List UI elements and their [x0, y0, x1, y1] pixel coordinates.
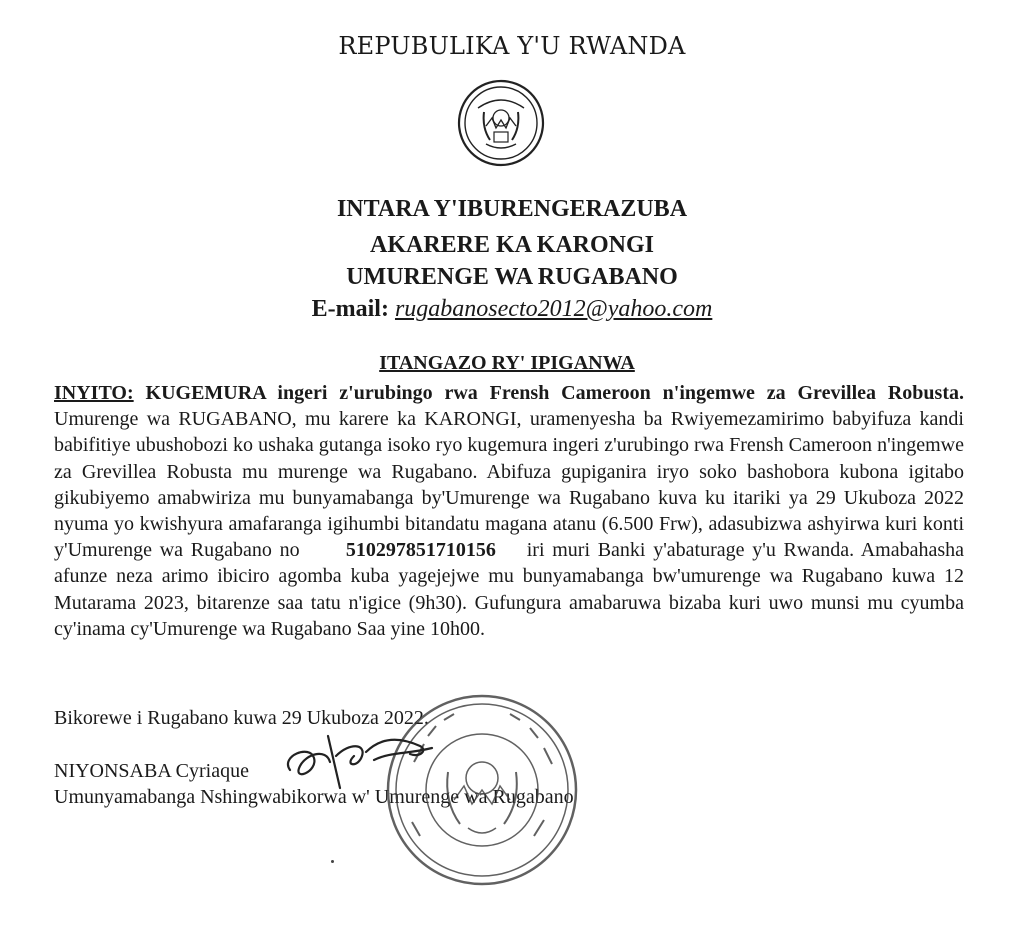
done-at-line: Bikorewe i Rugabano kuwa 29 Ukuboza 2022. [54, 707, 429, 729]
notice-body [54, 380, 964, 642]
email-address[interactable]: rugabanosecto2012@yahoo.com [394, 296, 713, 322]
subject-label: INYITO: [54, 382, 134, 404]
subject-text: KUGEMURA ingeri z'urubingo rwa Frensh Cameroon n'ingemwe za Grevillea Robusta. [145, 382, 965, 404]
province-heading: INTARA Y'IBURENGERAZUBA [336, 196, 688, 222]
signatory-name: NIYONSABA Cyriaque [54, 760, 249, 782]
body-text-part2: iri muri Banki y'abaturage y'u Rwanda. Amabahasha afunze neza arimo ibiciro agomba kuba yagejejwe mu bunyamabanga bw'umurenge wa Rugabano kuwa 12 Mutarama 2023, bitarenze saa tatu n'igice (9h30). Gufungura amabaruwa bizaba kuri uwo munsi mu cyumba cy'inama cy'Umurenge wa Rugabano Saa yine 10h00. [54, 539, 964, 640]
rwanda-coat-of-arms-icon [456, 78, 546, 168]
notice-title: ITANGAZO RY' IPIGANWA [379, 352, 635, 374]
sector-heading: UMURENGE WA RUGABANO [346, 264, 678, 290]
republic-heading: REPUBULIKA Y'U RWANDA [338, 32, 686, 60]
email-label: E-mail: [311, 296, 389, 322]
signatory-title: Umunyamabanga Nshingwabikorwa w' Umurenge wa Rugabano [54, 786, 574, 808]
account-number: 510297851710156 [345, 539, 496, 562]
district-heading: AKARERE KA KARONGI [369, 232, 655, 258]
body-text-part1: Umurenge wa RUGABANO, mu karere ka KARONGI, uramenyesha ba Rwiyemezamirimo babyifuza kandi babifitiye ubushobozi ko ushaka gutanga isoko ryo kugemura ingeri z'urubingo rwa Frensh Cameroon n'ingemwe za Grevillea Robusta mu murenge wa Rugabano. Abifuza gupiganira iryo soko bashobora kubona igitabo gikubiyemo amabwiriza mu bunyamabanga by'Umurenge wa Rugabano kuva ku itariki ya 29 Ukuboza 2022 nyuma yo kwishyura amafaranga igihumbi bitandatu magana atanu (6.500 Frw), adasubizwa ashyirwa kuri konti y'Umurenge wa Rugabano no [54, 408, 964, 562]
email-line [0, 296, 1024, 323]
ink-dot [331, 860, 334, 863]
